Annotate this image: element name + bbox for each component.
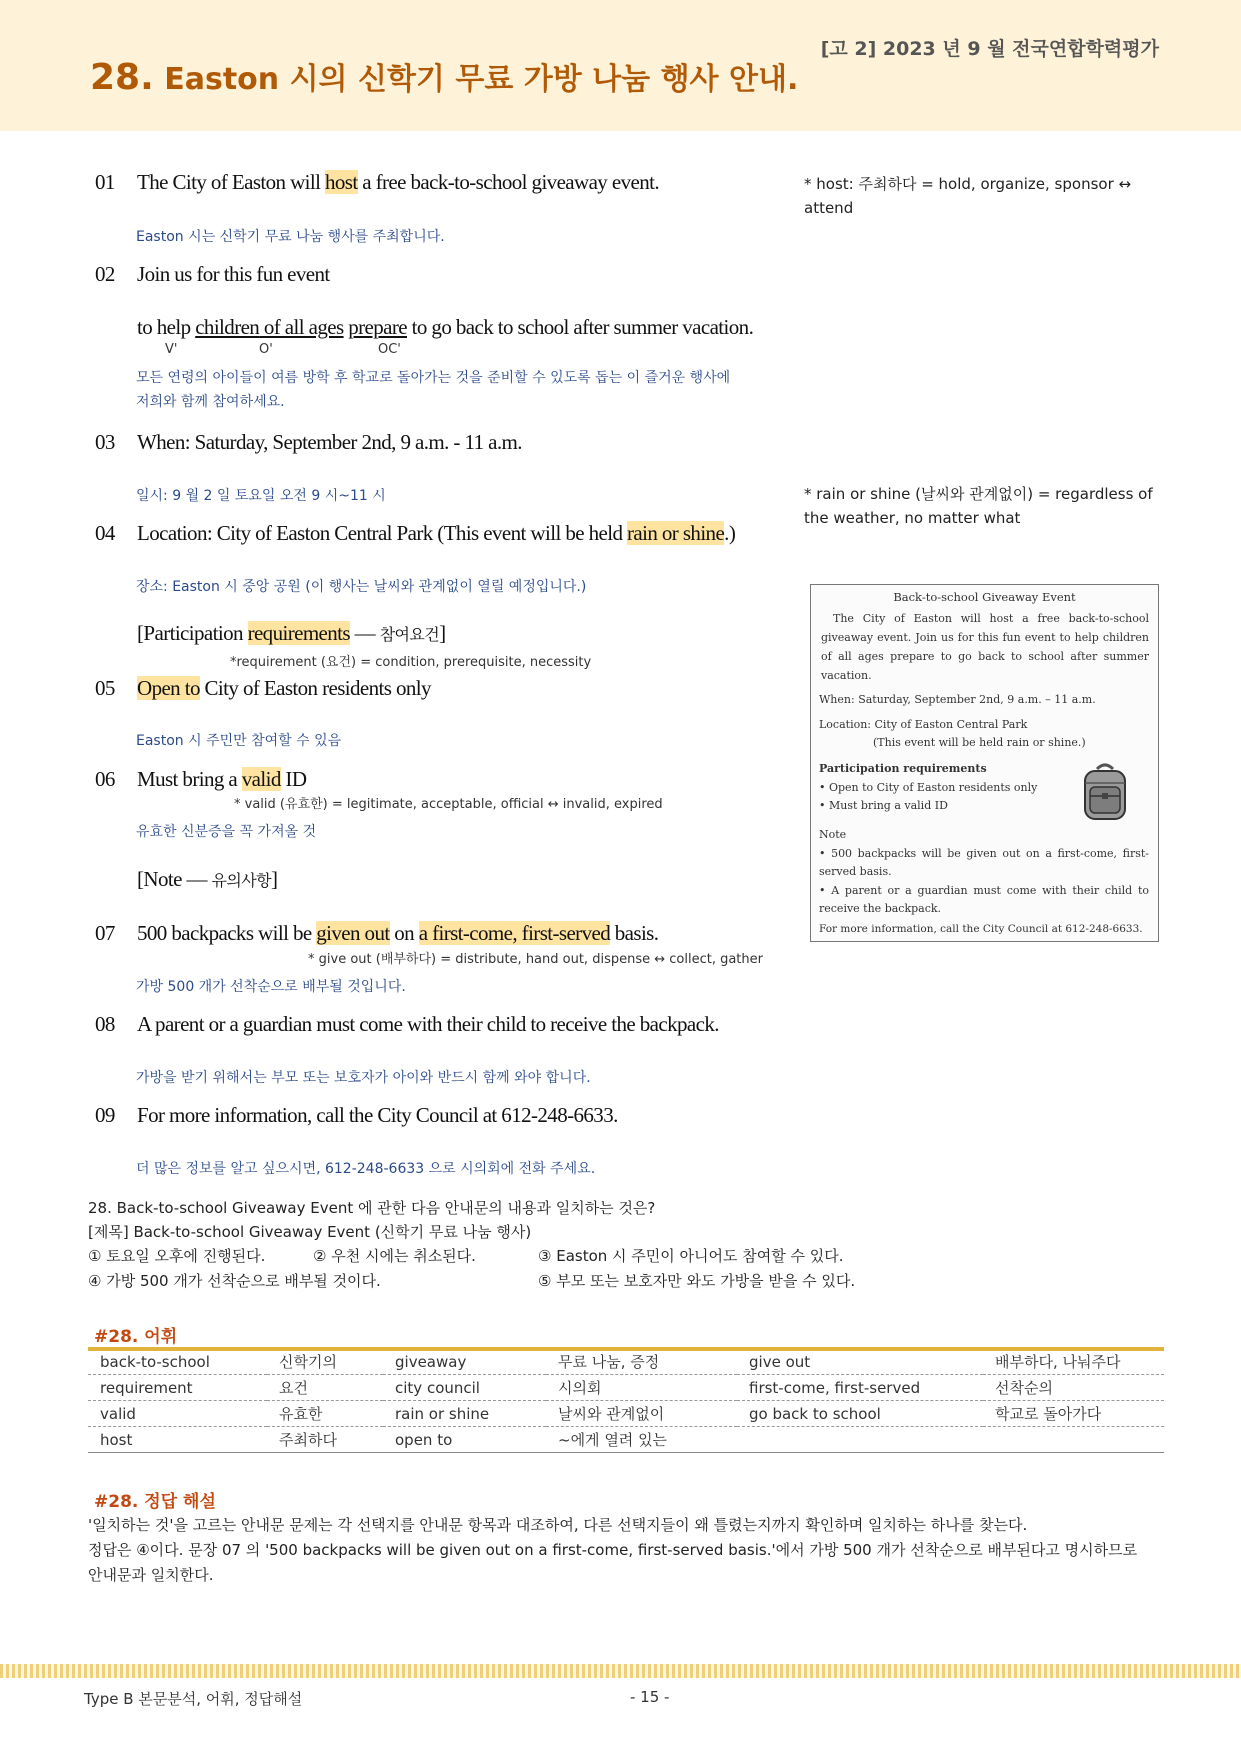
highlight: host [325, 170, 358, 194]
sentence-text: When: Saturday, September 2nd, 9 a.m. - 11 a.m. [137, 430, 522, 454]
sentence-number: 06 [95, 767, 115, 791]
side-note-host: * host: 주최하다 = hold, organize, sponsor ↔ attend [804, 175, 1132, 217]
vocab-cell: valid [88, 1401, 267, 1427]
vocab-note-requirement: *requirement (요건) = condition, prerequisite, necessity [230, 655, 592, 670]
notice-req-1: • Open to City of Easton residents only [819, 781, 1038, 794]
page-number: - 15 - [630, 1688, 670, 1706]
translation-05: Easton 시 주민만 참여할 수 있음 [136, 733, 342, 749]
backpack-icon [1077, 763, 1133, 821]
sentence-02-line2 [137, 315, 857, 340]
vocab-heading: #28. 어휘 [94, 1327, 178, 1347]
highlight: given out [316, 921, 390, 945]
vocab-cell: 요건 [267, 1375, 383, 1401]
underlined-object: of all ages [259, 315, 344, 339]
sentence-text: City of Easton residents only [199, 676, 431, 700]
title-number: 28. [90, 57, 154, 98]
translation-07: 가방 500 개가 선착순으로 배부될 것입니다. [136, 979, 406, 995]
sentence-text: The City of Easton will [137, 170, 325, 194]
heading-text: ] [439, 621, 446, 645]
notice-req-2: • Must bring a valid ID [819, 799, 948, 812]
vocab-cell: requirement [88, 1375, 267, 1401]
vocab-cell: 무료 나눔, 증정 [546, 1349, 737, 1375]
sentence-03 [95, 430, 815, 455]
vocab-cell: 학교로 돌아가다 [983, 1401, 1164, 1427]
vocab-cell: 배부하다, 나눠주다 [983, 1349, 1164, 1375]
sentence-number: 04 [95, 521, 115, 545]
sentence-08 [95, 1012, 815, 1037]
translation-08: 가방을 받기 위해서는 부모 또는 보호자가 아이와 반드시 함께 와야 합니다. [136, 1070, 591, 1086]
underlined-complement: prepare [348, 315, 407, 339]
notice-title: Back-to-school Giveaway Event [893, 590, 1076, 604]
vocab-cell: 신학기의 [267, 1349, 383, 1375]
vocab-row [88, 1349, 1164, 1375]
sentence-text: on [389, 921, 419, 945]
vocab-cell: 유효한 [267, 1401, 383, 1427]
sentence-06 [95, 767, 815, 792]
translation-line: 저희와 함께 참여하세요. [136, 394, 285, 410]
sentence-text: 500 backpacks will be [137, 921, 317, 945]
vocab-cell: giveaway [383, 1349, 546, 1375]
option-4: ④ 가방 500 개가 선착순으로 배부될 것이다. [88, 1272, 381, 1290]
grammar-marker-oc: OC' [378, 342, 401, 357]
vocab-cell: 날씨와 관계없이 [546, 1401, 737, 1427]
notice-contact: For more information, call the City Council at 612-248-6633. [819, 923, 1143, 935]
grammar-marker-v: V' [165, 342, 178, 357]
highlight: a first-come, first-served [418, 921, 611, 945]
vocab-cell: first-come, first-served [737, 1375, 983, 1401]
notice-note-heading: Note [819, 828, 847, 841]
sentence-07 [95, 921, 815, 946]
sentence-05 [95, 676, 815, 701]
vocab-cell: back-to-school [88, 1349, 267, 1375]
notice-req-heading: Participation requirements [819, 762, 987, 775]
highlight: rain or shine [627, 521, 725, 545]
sentence-text: to go back to school after summer vacation. [406, 315, 754, 339]
answer-line-1: '일치하는 것'을 고르는 안내문 문제는 각 선택지를 안내문 항목과 대조하여, 다른 선택지들이 왜 틀렸는지까지 확인하며 일치하는 하나를 찾는다. [88, 1516, 1028, 1534]
vocab-cell: go back to school [737, 1401, 983, 1427]
grammar-marker-o: O' [259, 342, 273, 357]
vocab-cell: city council [383, 1375, 546, 1401]
vocab-cell: 시의회 [546, 1375, 737, 1401]
question-stem: 28. Back-to-school Giveaway Event 에 관한 다음 안내문의 내용과 일치하는 것은? [88, 1199, 656, 1217]
vocab-cell: open to [383, 1427, 546, 1453]
translation-09: 더 많은 정보를 알고 싶으시면, 612-248-6633 으로 시의회에 전화 주세요. [136, 1161, 596, 1177]
sentence-number: 02 [95, 262, 115, 286]
footer-section-label: Type B 본문분석, 어휘, 정답해설 [84, 1690, 303, 1708]
sentence-text: Must bring a [137, 767, 242, 791]
side-note-rain: * rain or shine (날씨와 관계없이) = regardless of the weather, no matter what [804, 485, 1153, 527]
highlight: Open to [137, 676, 200, 700]
sentence-number: 07 [95, 921, 115, 945]
answer-line-3: 안내문과 일치한다. [88, 1566, 214, 1584]
vocab-cell: host [88, 1427, 267, 1453]
sentence-number: 08 [95, 1012, 115, 1036]
vocab-cell [983, 1427, 1164, 1453]
page-title [90, 54, 798, 98]
vocab-note-valid: * valid (유효한) = legitimate, acceptable, official ↔ invalid, expired [234, 797, 663, 812]
notice-note-2: • A parent or a guardian must come with their child to receive the backpack. [819, 884, 1149, 915]
vocab-cell: give out [737, 1349, 983, 1375]
sentence-number: 03 [95, 430, 115, 454]
vocab-row [88, 1401, 1164, 1427]
sentence-text: ID [280, 767, 307, 791]
answer-heading: #28. 정답 해설 [94, 1492, 216, 1512]
notice-when: When: Saturday, September 2nd, 9 a.m. – 11 a.m. [819, 693, 1096, 706]
translation-06: 유효한 신분증을 꼭 가져올 것 [136, 824, 317, 840]
sentence-02 [95, 262, 815, 287]
title-text: Easton 시의 신학기 무료 가방 나눔 행사 안내. [153, 62, 799, 97]
translation-04: 장소: Easton 시 중앙 공원 (이 행사는 날씨와 관계없이 열릴 예정입니다.) [136, 579, 587, 595]
answer-line-2: 정답은 ④이다. 문장 07 의 '500 backpacks will be given out on a first-come, first-served basis.'에서 가방 500 개가 선착순으로 배부된다고 명시하므로 [88, 1541, 1138, 1559]
sentence-text: .) [724, 521, 736, 545]
vocab-row [88, 1375, 1164, 1401]
sentence-text: a free back-to-school giveaway event. [357, 170, 659, 194]
option-1: ① 토요일 오후에 진행된다. [88, 1247, 266, 1265]
notice-intro: The City of Easton will host a free back-to-school giveaway event. Join us for this fun event to help children of all ages prepare to go back to school after summer vacation. [821, 612, 1149, 682]
heading-korean: 참여요건 [379, 625, 440, 644]
notice-note-1: • 500 backpacks will be given out on a first-come, first-served basis. [819, 847, 1149, 878]
heading-text: [Note — [137, 867, 212, 891]
vocab-cell: 주최하다 [267, 1427, 383, 1453]
option-3: ③ Easton 시 주민이 아니어도 참여할 수 있다. [538, 1247, 844, 1265]
heading-text: — [350, 621, 380, 645]
sentence-01 [95, 170, 815, 195]
sentence-number: 01 [95, 170, 115, 194]
vocab-cell: rain or shine [383, 1401, 546, 1427]
option-2: ② 우천 시에는 취소된다. [313, 1247, 476, 1265]
option-5: ⑤ 부모 또는 보호자만 와도 가방을 받을 수 있다. [538, 1272, 856, 1290]
vocab-cell: 선착순의 [983, 1375, 1164, 1401]
vocab-cell [737, 1427, 983, 1453]
notice-location-note: (This event will be held rain or shine.) [873, 736, 1086, 749]
sentence-number: 05 [95, 676, 115, 700]
exam-tag: [고 2] 2023 년 9 월 전국연합학력평가 [820, 38, 1159, 60]
footer-stripe [0, 1664, 1241, 1678]
highlight: valid [241, 767, 281, 791]
question-title: [제목] Back-to-school Giveaway Event (신학기 무료 나눔 행사) [88, 1223, 532, 1241]
notice-location: Location: City of Easton Central Park [819, 718, 1028, 731]
sentence-text: Join us for this fun event [137, 262, 330, 286]
underlined-object: children [195, 315, 260, 339]
vocab-row [88, 1427, 1164, 1453]
notice-image [810, 584, 1159, 942]
participation-heading [137, 621, 857, 646]
vocab-cell: ~에게 열려 있는 [546, 1427, 737, 1453]
heading-text: [Participation [137, 621, 248, 645]
translation-03: 일시: 9 월 2 일 토요일 오전 9 시~11 시 [136, 488, 386, 504]
sentence-text: basis. [610, 921, 659, 945]
sentence-text: Location: City of Easton Central Park (This event will be held [137, 521, 627, 545]
sentence-number: 09 [95, 1103, 115, 1127]
sentence-09 [95, 1103, 815, 1128]
vocab-table [88, 1349, 1164, 1453]
translation-01: Easton 시는 신학기 무료 나눔 행사를 주최합니다. [136, 229, 445, 245]
highlight: requirements [247, 621, 350, 645]
sentence-04 [95, 521, 815, 546]
vocab-note-give-out: * give out (배부하다) = distribute, hand out, dispense ↔ collect, gather [308, 952, 763, 967]
sentence-text: A parent or a guardian must come with their child to receive the backpack. [137, 1012, 719, 1036]
note-heading [137, 867, 857, 892]
heading-text: ] [270, 867, 278, 891]
sentence-text: to help [137, 315, 196, 339]
translation-02 [136, 366, 730, 414]
sentence-text: For more information, call the City Council at 612-248-6633. [137, 1103, 618, 1127]
translation-line: 모든 연령의 아이들이 여름 방학 후 학교로 돌아가는 것을 준비할 수 있도록 돕는 이 즐거운 행사에 [136, 370, 731, 386]
heading-korean: 유의사항 [211, 871, 271, 890]
